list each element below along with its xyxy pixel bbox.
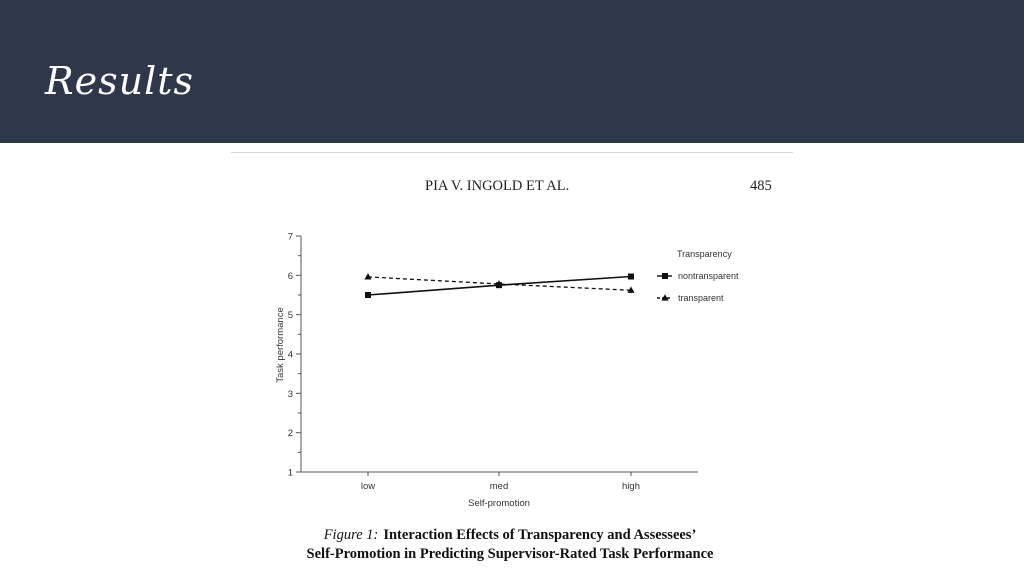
caption-line-1: [270, 526, 750, 545]
x-tick-label-low: low: [360, 481, 376, 492]
y-tick-label: 1: [287, 467, 293, 479]
x-tick-label-med: med: [489, 481, 509, 492]
y-axis-label: Task performance: [275, 307, 286, 383]
figure-title-line-1: Interaction Effects of Transparency and Assessees’: [383, 527, 697, 543]
chart-legend: [657, 249, 739, 303]
figure-label: Figure 1:: [323, 527, 379, 543]
y-tick-label: 2: [287, 428, 293, 440]
y-tick-label: 4: [287, 349, 293, 361]
running-head: PIA V. INGOLD ET AL.: [425, 178, 570, 194]
y-tick-label: 5: [287, 310, 293, 322]
x-axis-label: Self-promotion: [468, 498, 530, 509]
legend-title: Transparency: [677, 249, 732, 259]
figure-caption: [270, 526, 750, 564]
chart-series: [364, 273, 634, 298]
x-tick-label-high: high: [622, 481, 640, 492]
legend-label-transparent: transparent: [678, 293, 724, 303]
y-tick-label: 7: [287, 231, 293, 243]
legend-label-nontransparent: nontransparent: [678, 271, 739, 281]
figure-title-line-2: Self-Promotion in Predicting Supervisor-Rated Task Performance: [306, 546, 714, 562]
y-tick-label: 3: [287, 388, 293, 400]
point-nontransparent-low: [365, 292, 371, 298]
point-transparent-low: [364, 273, 371, 279]
y-tick-label: 6: [287, 270, 293, 282]
legend-marker-nontransparent: [662, 273, 668, 279]
point-nontransparent-high: [628, 274, 634, 280]
slide-title: Results: [45, 59, 194, 103]
page-number: 485: [750, 178, 772, 194]
chart-axes: [275, 232, 698, 510]
